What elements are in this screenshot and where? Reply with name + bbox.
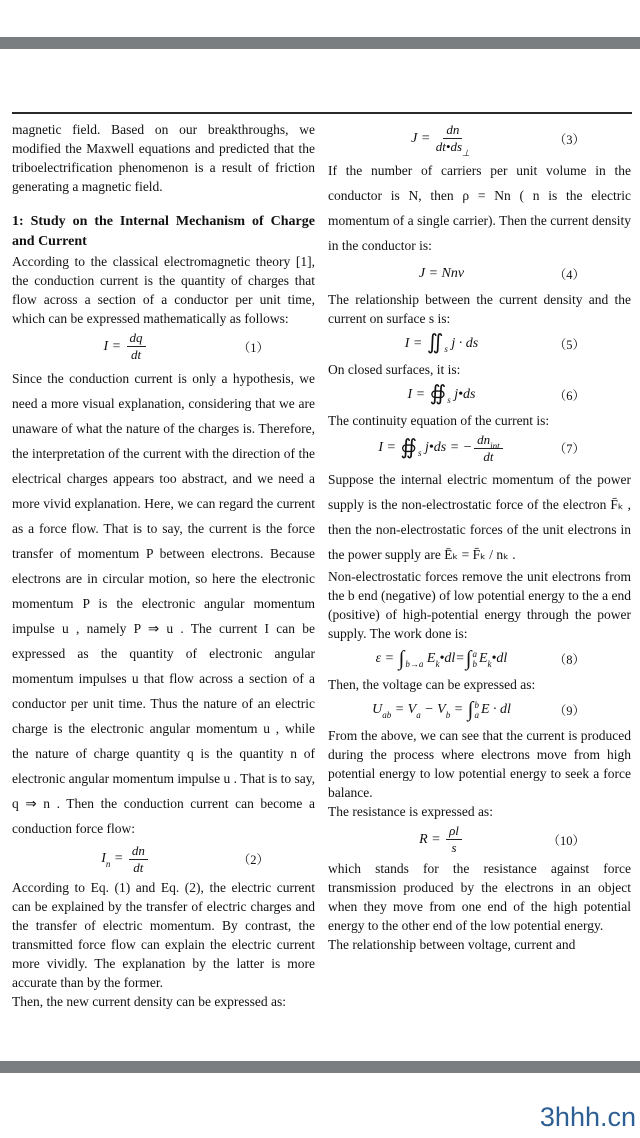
math-sub: ab: [382, 710, 392, 721]
math-txt: =: [450, 702, 467, 718]
math-big: ∫: [465, 645, 472, 670]
equation: [328, 331, 631, 357]
paragraph: Then, the new current density can be expressed as:: [12, 994, 287, 1010]
paragraph: The relationship between voltage, current and: [328, 936, 576, 952]
fraction-numerator: [474, 433, 503, 449]
equation: [328, 824, 631, 856]
math-big: ∯: [429, 381, 447, 406]
equation: [328, 382, 631, 408]
math-big: ∫: [398, 645, 405, 670]
upper-limit: a: [472, 648, 477, 659]
paragraph: which stands for the resistance against force transmission produced by the electrons in an object when they move from one end of the high potential energy to the other end of the low potential energy.: [328, 860, 631, 933]
math-txt: dt: [133, 859, 144, 875]
fraction: [127, 331, 146, 363]
paragraph: Non-electrostatic forces remove the unit electrons from the b end (negative) of low potential energy to the a end (positive) of high-potential energy through the power supply. The work done is:: [328, 569, 631, 642]
equation-body: [103, 331, 147, 363]
math-txt: dn: [446, 122, 460, 137]
fraction-numerator: [129, 844, 148, 860]
equation-body: [101, 844, 150, 876]
right-column: [328, 120, 631, 1011]
math-txt: j · ds: [447, 335, 479, 351]
fraction-denominator: [435, 139, 470, 159]
math-txt: J = Nnv: [418, 265, 465, 281]
math-txt: dt: [483, 448, 494, 464]
math-txt: dt: [130, 347, 142, 363]
math-sub: b→a: [405, 659, 424, 670]
math-txt: s: [451, 840, 457, 856]
math-txt: R =: [419, 831, 445, 847]
paragraph: Suppose the internal electric momentum of the power supply is the non-electrostatic force of the electron F̄ₖ , then the non-electrostatic forces of the unit electrons in the power supply are Ēₖ = F̄ₖ / nₖ .: [328, 472, 631, 563]
upper-limit: b: [474, 699, 479, 710]
equation-body: [378, 433, 504, 465]
equation-body: [411, 122, 472, 159]
equation-number: （5）: [553, 337, 585, 352]
paragraph: magnetic field. Based on our breakthroughs, we modified the Maxwell equations and predicted that the triboelectrification phenomenon is a result of friction generating a magnetic field.: [12, 122, 315, 194]
math-txt: I =: [378, 440, 400, 456]
fraction-numerator: [127, 331, 146, 347]
math-txt: =: [455, 651, 465, 667]
math-txt: = V: [391, 702, 417, 718]
equation-number: （3）: [553, 132, 585, 147]
bottom-bar: [0, 1061, 640, 1073]
math-txt: •dl: [439, 651, 456, 667]
equation: [328, 261, 631, 287]
math-txt: E: [478, 651, 488, 667]
math-txt: I =: [404, 335, 426, 351]
equation-body: [375, 645, 508, 670]
paragraph: Since the conduction current is only a hypothesis, we need a more visual explanation, considering that we are unaware of what the nature of the charges is. Therefore, the interpretation of the current with the direction of the electrical charges appears too abstract, and we need a more vivid explanation. Here, we can regard the current as a force flow. That is to say, the current is the force transfer of momentum P between electrons. Because electrons are in circular motion, so here the electronic momentum P is the electronic angular momentum impulse u , namely P ⇒ u . The current I can be expressed as the quantity of electronic angular momentum impulses u that flow across a section of a conductor per unit time. Thus the nature of an electric charge is the electronic angular momentum u , while the nature of charge quantity q is the quantity n of electronic angular momentum impulse u . That is to say, q ⇒ n . Then the conduction current can become a conduction force flow:: [12, 370, 315, 836]
fraction-denominator: [133, 860, 143, 875]
math-sub: a: [416, 710, 421, 721]
fraction-numerator: [443, 123, 462, 139]
page-top-rule: [12, 112, 632, 114]
equation-number: （4）: [553, 267, 585, 282]
math-txt: I =: [407, 386, 429, 402]
paragraph: The resistance is expressed as:: [328, 804, 493, 820]
math-txt: J =: [411, 130, 434, 146]
math-sub: s: [444, 343, 448, 354]
math-txt: U: [372, 702, 383, 718]
equation: [328, 433, 631, 465]
page-content: [12, 120, 632, 1011]
equation-body: [404, 330, 479, 355]
equation: [12, 844, 315, 876]
paragraph: The relationship between the current density and the current on surface s is:: [328, 291, 631, 326]
math-txt: dn: [477, 431, 491, 447]
fraction-numerator: [446, 824, 462, 840]
equation-number: （2）: [237, 853, 269, 868]
paragraph: On closed surfaces, it is:: [328, 361, 461, 377]
math-txt: dt•ds: [435, 139, 463, 155]
equation-number: （6）: [553, 388, 585, 403]
math-txt: =: [110, 851, 127, 867]
lower-limit: a: [474, 710, 479, 721]
paragraph: The continuity equation of the current is:: [328, 412, 550, 428]
equation-body: [372, 696, 511, 721]
equation: [328, 122, 631, 159]
integral-limits: [472, 649, 477, 670]
equation-number: （7）: [553, 442, 585, 457]
math-big: ∯: [400, 434, 417, 459]
math-sub: b: [445, 710, 451, 721]
equation: [12, 331, 315, 363]
watermark: 3hhh.cn: [539, 1102, 636, 1132]
paragraph: From the above, we can see that the current is produced during the process where electrons move from high potential energy to low potential energy to seek a force balance.: [328, 728, 631, 801]
math-big: ∬: [426, 330, 444, 355]
fraction-denominator: [483, 449, 493, 464]
top-bar: [0, 37, 640, 49]
math-sub: k: [487, 659, 492, 670]
fraction-denominator: [131, 347, 141, 362]
left-column: [12, 120, 315, 1011]
paragraph: According to the classical electromagnetic theory [1], the conduction current is the quantity of charges that flow across a section of a conductor per unit time, which can be expressed mathematically as follows:: [12, 254, 315, 326]
math-big: ∫: [467, 696, 474, 721]
math-txt: dn: [131, 842, 145, 858]
math-txt: E · dl: [480, 702, 511, 718]
math-txt: E: [423, 651, 436, 667]
math-txt: ε =: [375, 651, 398, 667]
math-sub: s: [418, 448, 422, 459]
fraction: [435, 122, 470, 159]
equation-number: （10）: [547, 833, 585, 848]
paragraph: Then, the voltage can be expressed as:: [328, 677, 536, 693]
lower-limit: b: [472, 659, 477, 670]
math-txt: j•ds = −: [421, 440, 473, 456]
math-txt: − V: [420, 702, 446, 718]
math-txt: dq: [129, 330, 143, 345]
equation-body: [419, 266, 464, 282]
fraction: [474, 433, 503, 465]
equation-number: （8）: [553, 653, 585, 668]
math-sub: int: [490, 440, 500, 451]
math-txt: I: [101, 851, 106, 867]
math-sub: n: [105, 859, 111, 870]
fraction-denominator: [451, 840, 456, 855]
section-heading: 1: Study on the Internal Mechanism of Charge and Current: [12, 214, 315, 249]
math-sub: ⊥: [462, 148, 470, 159]
fraction: [129, 844, 148, 876]
math-txt: ρl: [449, 823, 459, 839]
equation-body: [407, 381, 476, 406]
math-txt: •dl: [491, 651, 508, 667]
fraction: [446, 824, 462, 856]
equation-body: [419, 824, 464, 856]
equation: [328, 697, 631, 723]
paragraph: If the number of carriers per unit volume in the conductor is N, then ρ = Nn ( n is the electric momentum of a single carrier). Then the current density in the conductor is:: [328, 162, 631, 253]
equation-number: （9）: [553, 704, 585, 719]
spacer: [12, 196, 315, 212]
math-sub: k: [435, 659, 440, 670]
paragraph: According to Eq. (1) and Eq. (2), the electric current can be explained by the transfer of electric charges and the transfer of electric momentum. By contrast, the transmitted force flow can explain the electric current more vividly. The explanation by the latter is more accurate than by the former.: [12, 880, 315, 991]
math-sub: s: [447, 394, 451, 405]
equation: [328, 646, 631, 672]
integral-limits: [474, 700, 479, 721]
math-txt: j•ds: [450, 386, 476, 402]
math-txt: I =: [103, 338, 125, 354]
equation-number: （1）: [237, 340, 269, 355]
